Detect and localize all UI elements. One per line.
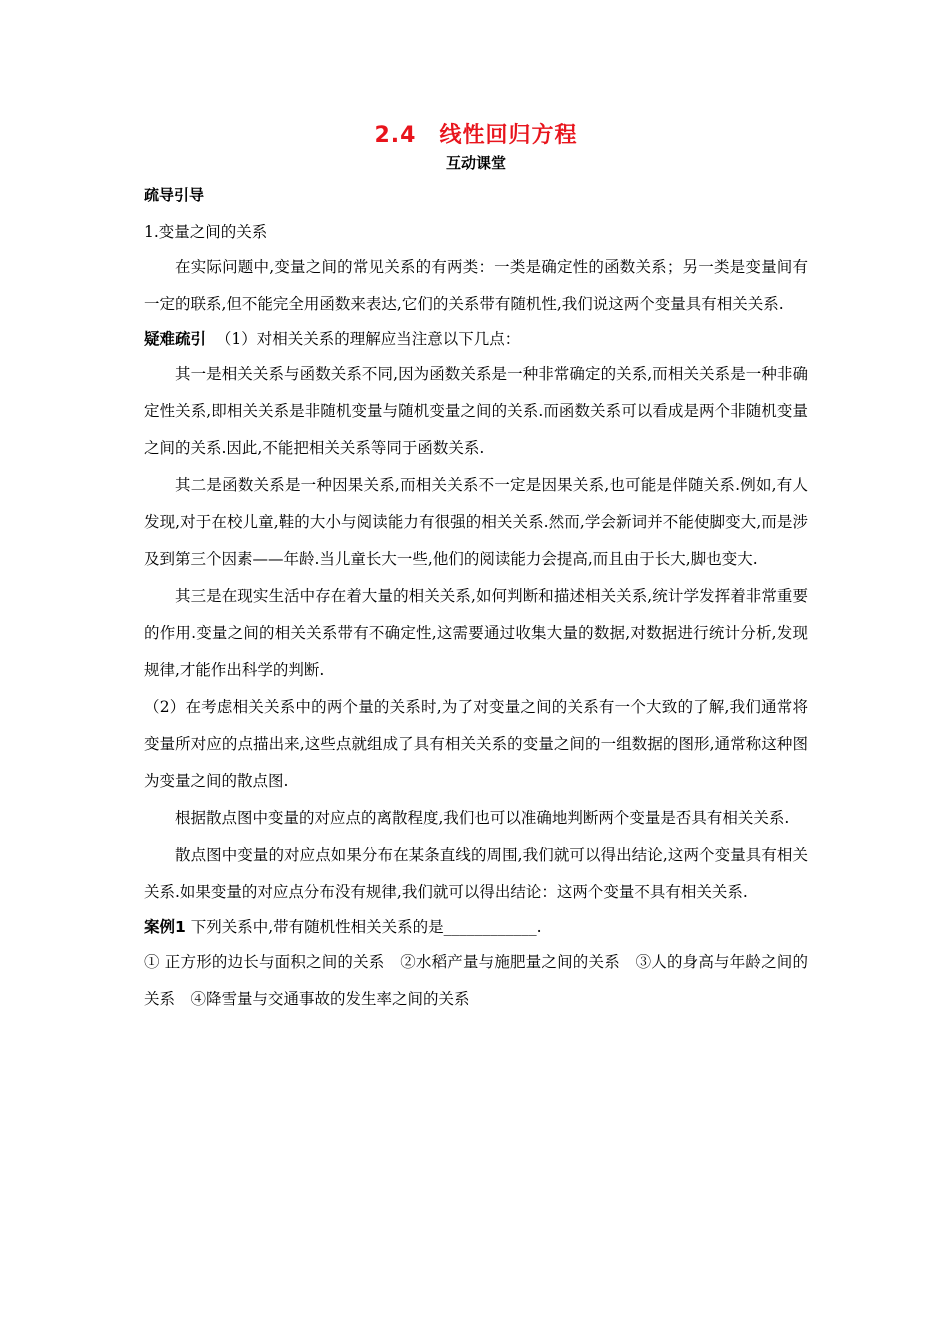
difficulty-line — [144, 323, 808, 356]
paragraph-scatter-conclusion: 散点图中变量的对应点如果分布在某条直线的周围,我们就可以得出结论,这两个变量具有相关关系.如果变量的对应点分布没有规律,我们就可以得出结论：这两个变量不具有相关关系. — [144, 846, 808, 901]
document-content — [144, 120, 808, 1018]
page-subtitle: 互动课堂 — [445, 154, 506, 172]
section-heading: 疏导引导 — [144, 186, 205, 204]
paragraph-point-three: 其三是在现实生活中存在着大量的相关关系,如何判断和描述相关关系,统计学发挥着非常重要的作用.变量之间的相关关系带有不确定性,这需要通过收集大量的数据,对数据进行统计分析,发现规律,才能作出科学的判断. — [144, 587, 808, 679]
difficulty-label: 疑难疏引 — [144, 330, 207, 348]
case1-text: 下列关系中,带有随机性相关关系的是____________. — [185, 918, 542, 936]
page-title: 2.4 线性回归方程 — [374, 123, 578, 148]
item1-heading: 1.变量之间的关系 — [144, 223, 268, 241]
paragraph-point-one: 其一是相关关系与函数关系不同,因为函数关系是一种非常确定的关系,而相关关系是一种非确定性关系,即相关关系是非随机变量与随机变量之间的关系.而函数关系可以看成是两个非随机变量之间的关系.因此,不能把相关关系等同于函数关系. — [144, 365, 808, 457]
case1-label: 案例1 — [144, 918, 186, 936]
case1-question — [144, 911, 808, 944]
difficulty-text: （1）对相关关系的理解应当注意以下几点： — [215, 330, 521, 348]
paragraph-relation-types: 在实际问题中,变量之间的常见关系的有两类：一类是确定性的函数关系；另一类是变量间有一定的联系,但不能完全用函数来表达,它们的关系带有随机性,我们说这两个变量具有相关关系. — [144, 258, 808, 313]
case1-options: ① 正方形的边长与面积之间的关系 ②水稻产量与施肥量之间的关系 ③人的身高与年龄之间的关系 ④降雪量与交通事故的发生率之间的关系 — [144, 953, 808, 1008]
paragraph-scatter-judge: 根据散点图中变量的对应点的离散程度,我们也可以准确地判断两个变量是否具有相关关系. — [175, 809, 790, 827]
paragraph-scatter-intro: （2）在考虑相关关系中的两个量的关系时,为了对变量之间的关系有一个大致的了解,我们通常将变量所对应的点描出来,这些点就组成了具有相关关系的变量之间的一组数据的图形,通常称这种图为变量之间的散点图. — [144, 698, 808, 790]
paragraph-point-two: 其二是函数关系是一种因果关系,而相关关系不一定是因果关系,也可能是伴随关系.例如,有人发现,对于在校儿童,鞋的大小与阅读能力有很强的相关关系.然而,学会新词并不能使脚变大,而是涉及到第三个因素——年龄.当儿童长大一些,他们的阅读能力会提高,而且由于长大,脚也变大. — [144, 476, 808, 568]
